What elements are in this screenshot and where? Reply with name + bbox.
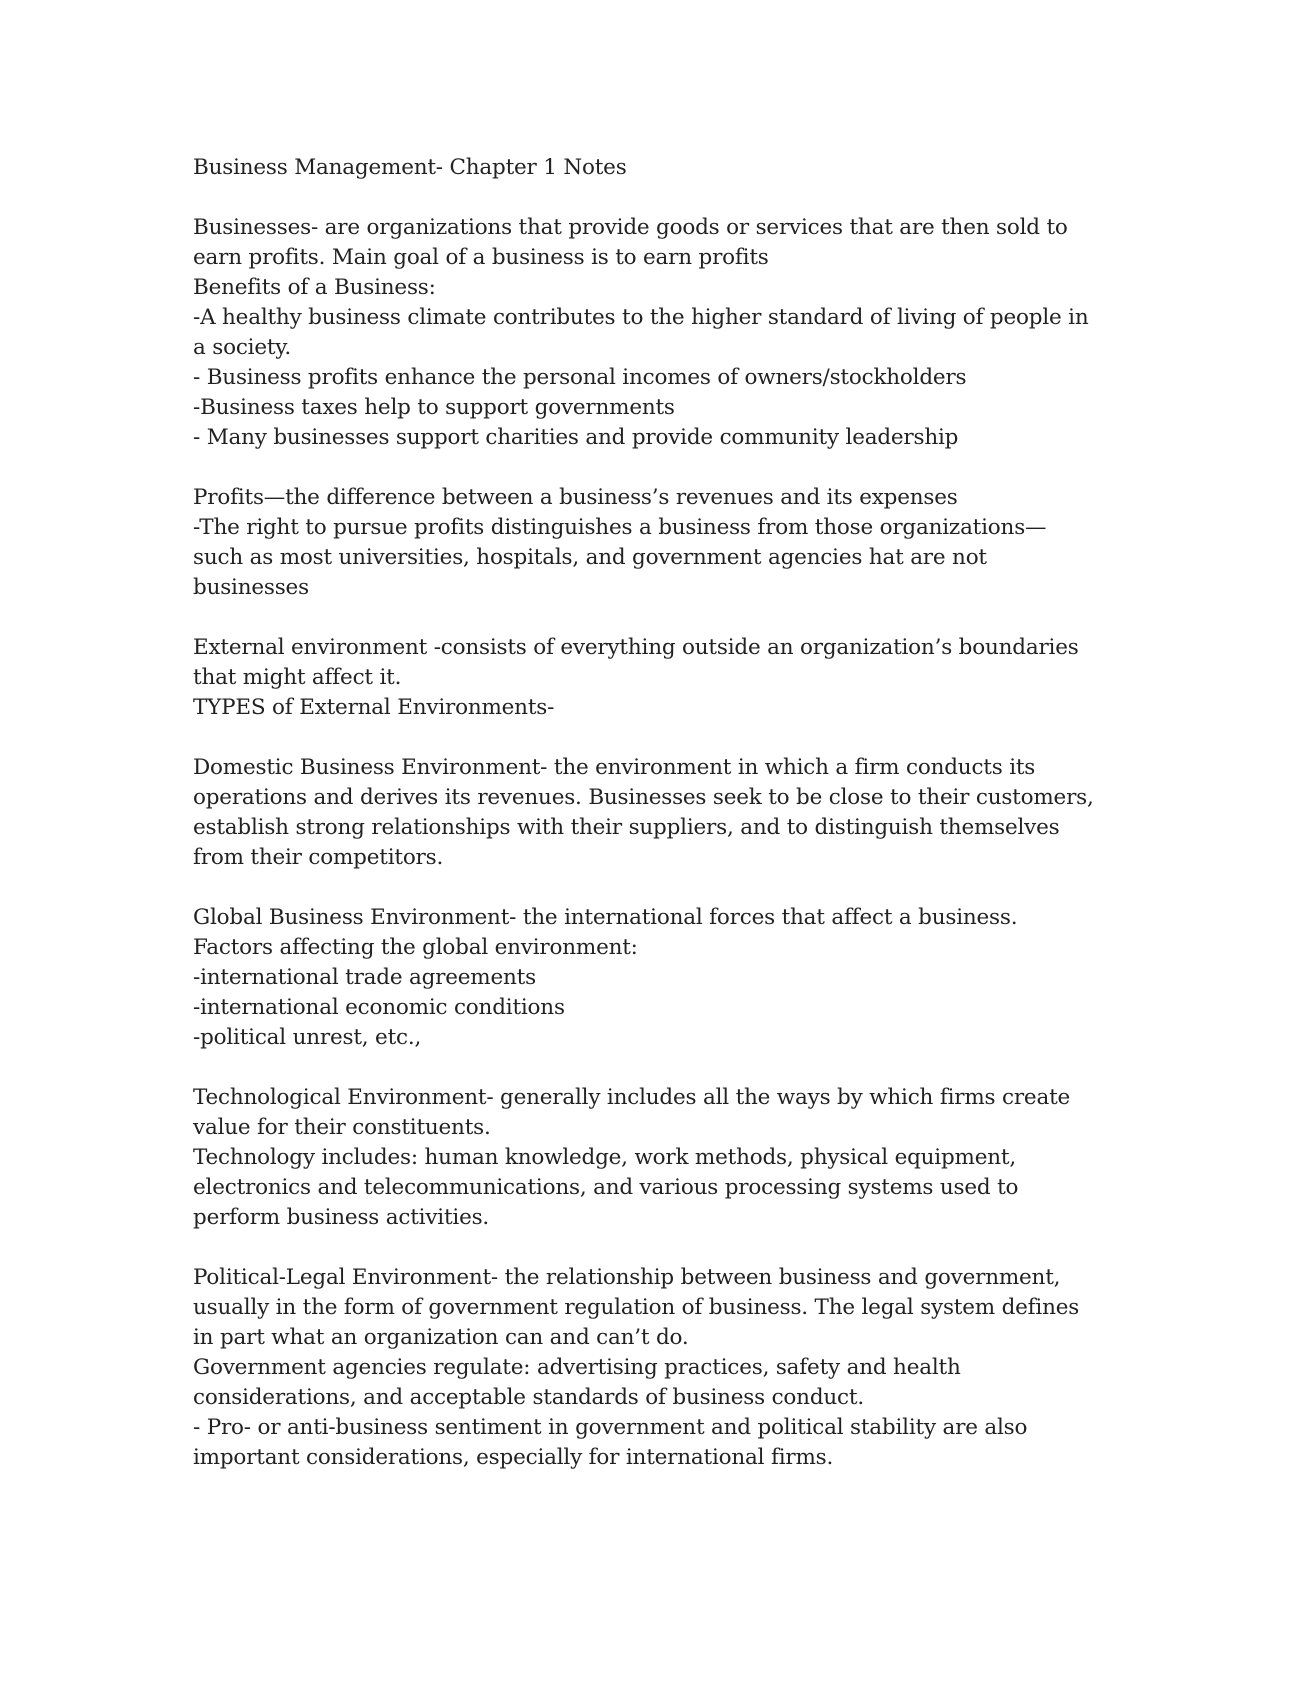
text-line: operations and derives its revenues. Businesses seek to be close to their customers, [193, 785, 1094, 810]
text-line: perform business activities. [193, 1205, 490, 1230]
text-line: - Business profits enhance the personal incomes of owners/stockholders [193, 365, 967, 390]
text-line: - Many businesses support charities and provide community leadership [193, 425, 959, 450]
document-body [193, 153, 1123, 1473]
section-external-environment [193, 633, 1123, 723]
section-political-legal-environment [193, 1263, 1123, 1473]
section-domestic-environment [193, 753, 1123, 873]
text-line: -The right to pursue profits distinguishes a business from those organizations— [193, 515, 1047, 540]
text-line: Global Business Environment- the international forces that affect a business. [193, 905, 1018, 930]
text-line: in part what an organization can and can’t do. [193, 1325, 689, 1350]
text-line: Technology includes: human knowledge, work methods, physical equipment, [193, 1145, 1016, 1170]
paragraph-gap [193, 183, 1123, 213]
document-title: Business Management- Chapter 1 Notes [193, 155, 627, 180]
text-line: considerations, and acceptable standards of business conduct. [193, 1385, 864, 1410]
paragraph-gap [193, 1233, 1123, 1263]
paragraph-gap [193, 453, 1123, 483]
paragraph-gap [193, 723, 1123, 753]
text-line: Factors affecting the global environment: [193, 935, 638, 960]
text-line: -Business taxes help to support governments [193, 395, 675, 420]
text-line: establish strong relationships with their suppliers, and to distinguish themselves [193, 815, 1060, 840]
text-line: Political-Legal Environment- the relationship between business and government, [193, 1265, 1061, 1290]
text-line: businesses [193, 575, 309, 600]
paragraph-gap [193, 603, 1123, 633]
text-line: a society. [193, 335, 292, 360]
text-line: -A healthy business climate contributes to the higher standard of living of people in [193, 305, 1089, 330]
text-line: Government agencies regulate: advertising practices, safety and health [193, 1355, 961, 1380]
section-businesses [193, 213, 1123, 453]
text-line: -international trade agreements [193, 965, 536, 990]
text-line: electronics and telecommunications, and various processing systems used to [193, 1175, 1019, 1200]
text-line: such as most universities, hospitals, and government agencies hat are not [193, 545, 987, 570]
text-line: External environment -consists of everything outside an organization’s boundaries [193, 635, 1079, 660]
text-line: Domestic Business Environment- the environment in which a firm conducts its [193, 755, 1036, 780]
text-line: Businesses- are organizations that provide goods or services that are then sold to [193, 215, 1068, 240]
text-line: value for their constituents. [193, 1115, 491, 1140]
paragraph-gap [193, 873, 1123, 903]
section-technological-environment [193, 1083, 1123, 1233]
text-line: -political unrest, etc., [193, 1025, 422, 1050]
text-line: usually in the form of government regulation of business. The legal system defines [193, 1295, 1080, 1320]
section-profits [193, 483, 1123, 603]
paragraph-gap [193, 1053, 1123, 1083]
text-line: Profits—the difference between a business’s revenues and its expenses [193, 485, 958, 510]
text-line: - Pro- or anti-business sentiment in government and political stability are also [193, 1415, 1028, 1440]
text-line: earn profits. Main goal of a business is to earn profits [193, 245, 769, 270]
text-line: that might affect it. [193, 665, 402, 690]
text-line: important considerations, especially for international firms. [193, 1445, 834, 1470]
text-line: Technological Environment- generally includes all the ways by which firms create [193, 1085, 1071, 1110]
text-line: -international economic conditions [193, 995, 565, 1020]
text-line: from their competitors. [193, 845, 444, 870]
text-line: TYPES of External Environments- [193, 695, 555, 720]
section-global-environment [193, 903, 1123, 1053]
text-line: Benefits of a Business: [193, 275, 436, 300]
